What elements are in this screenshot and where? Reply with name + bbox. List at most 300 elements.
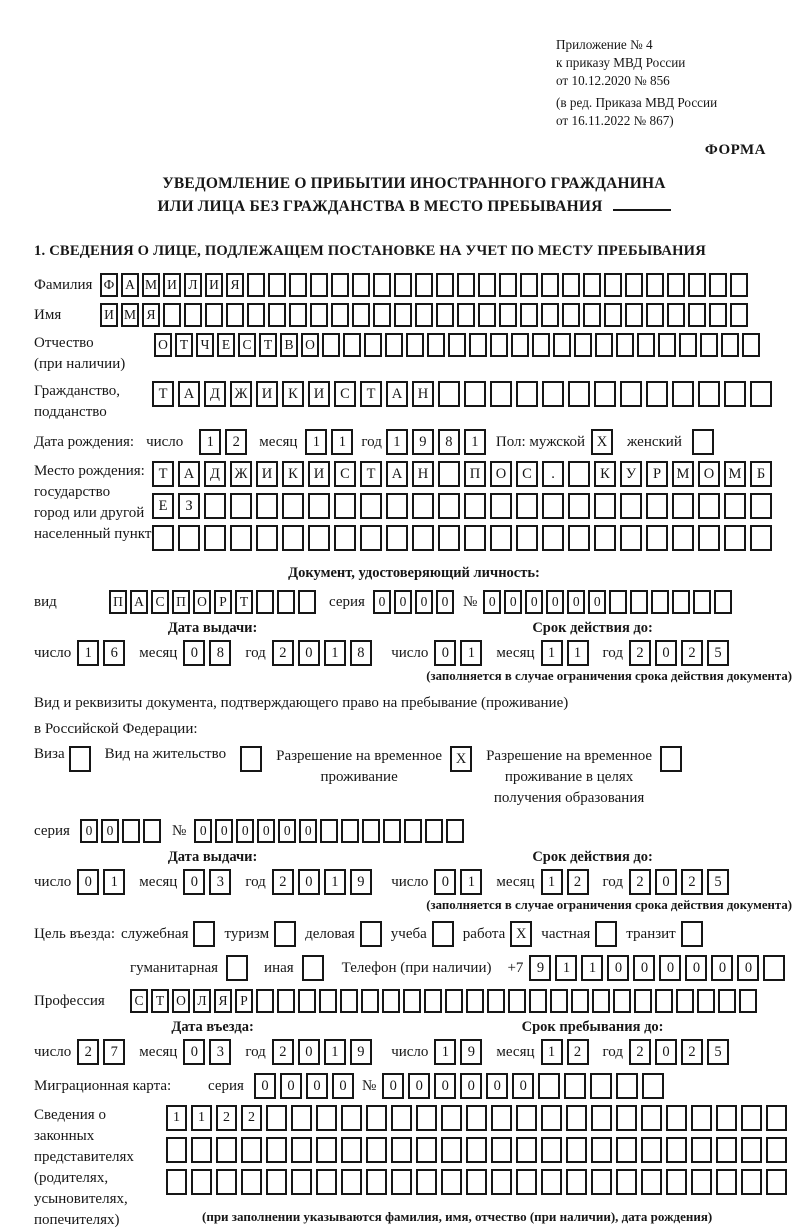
char-cell[interactable]: Н <box>412 461 434 487</box>
char-cell[interactable]: Т <box>151 989 169 1013</box>
char-cell[interactable] <box>700 333 718 357</box>
char-cell[interactable]: К <box>594 461 616 487</box>
char-cell[interactable]: 1 <box>460 869 482 895</box>
char-cell[interactable] <box>516 1105 537 1131</box>
char-cell[interactable] <box>511 333 529 357</box>
char-cell[interactable]: 0 <box>298 869 320 895</box>
char-cell[interactable]: 1 <box>77 640 99 666</box>
char-cell[interactable] <box>672 381 694 407</box>
char-cell[interactable]: М <box>142 273 160 297</box>
char-cell[interactable]: 1 <box>555 955 577 981</box>
char-cell[interactable] <box>446 819 464 843</box>
char-cell[interactable]: Я <box>226 273 244 297</box>
char-cell[interactable]: Р <box>235 989 253 1013</box>
char-cell[interactable]: 0 <box>434 869 456 895</box>
char-cell[interactable] <box>637 333 655 357</box>
char-cell[interactable]: 0 <box>298 640 320 666</box>
char-cell[interactable] <box>520 303 538 327</box>
char-cell[interactable] <box>591 1137 612 1163</box>
char-cell[interactable] <box>516 493 538 519</box>
char-cell[interactable]: 0 <box>655 869 677 895</box>
char-cell[interactable] <box>466 1169 487 1195</box>
char-cell[interactable]: 0 <box>737 955 759 981</box>
char-cell[interactable] <box>441 1169 462 1195</box>
residence-permit-checkbox[interactable] <box>240 746 262 772</box>
char-cell[interactable]: 0 <box>77 869 99 895</box>
char-cell[interactable] <box>256 493 278 519</box>
char-cell[interactable] <box>594 381 616 407</box>
char-cell[interactable]: Т <box>360 461 382 487</box>
char-cell[interactable]: П <box>172 590 190 614</box>
char-cell[interactable]: Т <box>152 461 174 487</box>
char-cell[interactable]: 2 <box>272 1039 294 1065</box>
char-cell[interactable]: А <box>130 590 148 614</box>
char-cell[interactable] <box>688 303 706 327</box>
char-cell[interactable] <box>620 381 642 407</box>
char-cell[interactable] <box>721 333 739 357</box>
char-cell[interactable]: 7 <box>103 1039 125 1065</box>
char-cell[interactable]: Р <box>646 461 668 487</box>
char-cell[interactable] <box>646 493 668 519</box>
char-cell[interactable] <box>466 1137 487 1163</box>
char-cell[interactable] <box>424 989 442 1013</box>
char-cell[interactable] <box>716 1169 737 1195</box>
char-cell[interactable]: Р <box>214 590 232 614</box>
char-cell[interactable]: 9 <box>412 429 434 455</box>
char-cell[interactable] <box>672 590 690 614</box>
char-cell[interactable] <box>620 493 642 519</box>
char-cell[interactable]: 0 <box>607 955 629 981</box>
char-cell[interactable] <box>562 303 580 327</box>
char-cell[interactable]: 1 <box>464 429 486 455</box>
char-cell[interactable] <box>464 493 486 519</box>
char-cell[interactable] <box>310 273 328 297</box>
char-cell[interactable] <box>277 989 295 1013</box>
char-cell[interactable] <box>386 525 408 551</box>
char-cell[interactable] <box>641 1105 662 1131</box>
char-cell[interactable] <box>516 1137 537 1163</box>
char-cell[interactable]: Е <box>152 493 174 519</box>
char-cell[interactable] <box>457 303 475 327</box>
purpose-checkbox-tranzit[interactable] <box>681 921 703 947</box>
char-cell[interactable] <box>334 493 356 519</box>
char-cell[interactable] <box>391 1137 412 1163</box>
char-cell[interactable] <box>591 1169 612 1195</box>
char-cell[interactable] <box>616 1137 637 1163</box>
char-cell[interactable]: Т <box>175 333 193 357</box>
char-cell[interactable] <box>541 1169 562 1195</box>
char-cell[interactable] <box>394 273 412 297</box>
char-cell[interactable]: 1 <box>324 1039 346 1065</box>
char-cell[interactable] <box>529 989 547 1013</box>
char-cell[interactable]: И <box>163 273 181 297</box>
char-cell[interactable]: 2 <box>681 869 703 895</box>
char-cell[interactable] <box>362 819 380 843</box>
char-cell[interactable]: 8 <box>350 640 372 666</box>
char-cell[interactable] <box>499 303 517 327</box>
char-cell[interactable]: 0 <box>298 1039 320 1065</box>
char-cell[interactable]: А <box>121 273 139 297</box>
char-cell[interactable] <box>655 989 673 1013</box>
char-cell[interactable] <box>266 1137 287 1163</box>
char-cell[interactable]: И <box>256 461 278 487</box>
char-cell[interactable] <box>241 1169 262 1195</box>
char-cell[interactable] <box>291 1137 312 1163</box>
char-cell[interactable]: 0 <box>101 819 119 843</box>
char-cell[interactable] <box>568 381 590 407</box>
char-cell[interactable] <box>616 1073 638 1099</box>
char-cell[interactable]: Д <box>204 461 226 487</box>
char-cell[interactable] <box>594 525 616 551</box>
char-cell[interactable] <box>394 303 412 327</box>
char-cell[interactable]: 2 <box>216 1105 237 1131</box>
char-cell[interactable] <box>204 493 226 519</box>
char-cell[interactable] <box>667 303 685 327</box>
char-cell[interactable] <box>316 1169 337 1195</box>
char-cell[interactable] <box>416 1105 437 1131</box>
char-cell[interactable] <box>415 303 433 327</box>
char-cell[interactable]: О <box>301 333 319 357</box>
char-cell[interactable]: 0 <box>306 1073 328 1099</box>
char-cell[interactable]: 0 <box>655 1039 677 1065</box>
purpose-checkbox-chastnaya[interactable] <box>595 921 617 947</box>
char-cell[interactable]: С <box>334 381 356 407</box>
char-cell[interactable] <box>143 819 161 843</box>
char-cell[interactable]: П <box>464 461 486 487</box>
char-cell[interactable]: 3 <box>209 1039 231 1065</box>
char-cell[interactable] <box>566 1137 587 1163</box>
char-cell[interactable] <box>666 1105 687 1131</box>
char-cell[interactable]: О <box>698 461 720 487</box>
char-cell[interactable] <box>382 989 400 1013</box>
char-cell[interactable]: Ч <box>196 333 214 357</box>
char-cell[interactable] <box>750 493 772 519</box>
char-cell[interactable] <box>724 493 746 519</box>
char-cell[interactable] <box>268 303 286 327</box>
char-cell[interactable]: Т <box>235 590 253 614</box>
char-cell[interactable]: Т <box>152 381 174 407</box>
char-cell[interactable]: А <box>178 461 200 487</box>
char-cell[interactable] <box>676 989 694 1013</box>
char-cell[interactable] <box>541 1137 562 1163</box>
char-cell[interactable] <box>562 273 580 297</box>
char-cell[interactable] <box>383 819 401 843</box>
char-cell[interactable]: 0 <box>415 590 433 614</box>
char-cell[interactable] <box>646 303 664 327</box>
char-cell[interactable]: З <box>178 493 200 519</box>
char-cell[interactable] <box>341 819 359 843</box>
char-cell[interactable] <box>241 1137 262 1163</box>
char-cell[interactable]: 0 <box>183 1039 205 1065</box>
char-cell[interactable] <box>697 989 715 1013</box>
char-cell[interactable] <box>373 273 391 297</box>
char-cell[interactable]: 0 <box>80 819 98 843</box>
char-cell[interactable] <box>268 273 286 297</box>
char-cell[interactable] <box>464 381 486 407</box>
char-cell[interactable] <box>741 1137 762 1163</box>
char-cell[interactable]: Ж <box>230 381 252 407</box>
purpose-checkbox-ucheba[interactable] <box>432 921 454 947</box>
char-cell[interactable]: 0 <box>512 1073 534 1099</box>
char-cell[interactable] <box>604 303 622 327</box>
char-cell[interactable]: 2 <box>225 429 247 455</box>
temp-residence-checkbox[interactable]: X <box>450 746 472 772</box>
char-cell[interactable] <box>256 590 274 614</box>
char-cell[interactable]: 0 <box>254 1073 276 1099</box>
char-cell[interactable]: 1 <box>324 640 346 666</box>
char-cell[interactable] <box>646 525 668 551</box>
char-cell[interactable]: И <box>308 461 330 487</box>
char-cell[interactable] <box>651 590 669 614</box>
char-cell[interactable]: 0 <box>546 590 564 614</box>
char-cell[interactable] <box>403 989 421 1013</box>
char-cell[interactable]: 0 <box>711 955 733 981</box>
char-cell[interactable]: 0 <box>183 869 205 895</box>
char-cell[interactable]: 1 <box>460 640 482 666</box>
char-cell[interactable] <box>334 525 356 551</box>
char-cell[interactable]: 0 <box>588 590 606 614</box>
char-cell[interactable] <box>516 525 538 551</box>
char-cell[interactable]: 0 <box>434 1073 456 1099</box>
char-cell[interactable] <box>642 1073 664 1099</box>
char-cell[interactable]: И <box>205 273 223 297</box>
char-cell[interactable]: 2 <box>567 1039 589 1065</box>
char-cell[interactable] <box>750 525 772 551</box>
sex-male-checkbox[interactable]: X <box>591 429 613 455</box>
char-cell[interactable] <box>714 590 732 614</box>
char-cell[interactable] <box>571 989 589 1013</box>
char-cell[interactable] <box>658 333 676 357</box>
char-cell[interactable] <box>445 989 463 1013</box>
char-cell[interactable] <box>666 1169 687 1195</box>
char-cell[interactable]: Я <box>142 303 160 327</box>
char-cell[interactable] <box>204 525 226 551</box>
char-cell[interactable] <box>541 303 559 327</box>
char-cell[interactable] <box>298 989 316 1013</box>
char-cell[interactable]: Л <box>184 273 202 297</box>
char-cell[interactable] <box>441 1105 462 1131</box>
char-cell[interactable]: М <box>724 461 746 487</box>
char-cell[interactable] <box>609 590 627 614</box>
char-cell[interactable] <box>698 381 720 407</box>
char-cell[interactable] <box>184 303 202 327</box>
char-cell[interactable] <box>247 273 265 297</box>
char-cell[interactable] <box>352 273 370 297</box>
char-cell[interactable] <box>553 333 571 357</box>
char-cell[interactable]: Ф <box>100 273 118 297</box>
char-cell[interactable] <box>538 1073 560 1099</box>
char-cell[interactable] <box>666 1137 687 1163</box>
char-cell[interactable] <box>364 333 382 357</box>
char-cell[interactable] <box>412 493 434 519</box>
char-cell[interactable]: П <box>109 590 127 614</box>
char-cell[interactable] <box>620 525 642 551</box>
edu-residence-checkbox[interactable] <box>660 746 682 772</box>
char-cell[interactable] <box>641 1137 662 1163</box>
char-cell[interactable]: А <box>386 461 408 487</box>
char-cell[interactable] <box>490 381 512 407</box>
char-cell[interactable] <box>541 273 559 297</box>
char-cell[interactable] <box>256 525 278 551</box>
char-cell[interactable]: 0 <box>299 819 317 843</box>
char-cell[interactable] <box>730 303 748 327</box>
char-cell[interactable] <box>266 1105 287 1131</box>
char-cell[interactable]: 0 <box>382 1073 404 1099</box>
char-cell[interactable]: 2 <box>567 869 589 895</box>
char-cell[interactable] <box>352 303 370 327</box>
char-cell[interactable]: 1 <box>386 429 408 455</box>
char-cell[interactable] <box>568 525 590 551</box>
char-cell[interactable]: 0 <box>408 1073 430 1099</box>
char-cell[interactable]: Д <box>204 381 226 407</box>
char-cell[interactable] <box>341 1169 362 1195</box>
char-cell[interactable]: Т <box>259 333 277 357</box>
char-cell[interactable]: 2 <box>629 640 651 666</box>
char-cell[interactable] <box>415 273 433 297</box>
char-cell[interactable] <box>391 1169 412 1195</box>
char-cell[interactable] <box>550 989 568 1013</box>
char-cell[interactable] <box>404 819 422 843</box>
char-cell[interactable]: 1 <box>434 1039 456 1065</box>
char-cell[interactable]: 0 <box>633 955 655 981</box>
char-cell[interactable] <box>361 989 379 1013</box>
char-cell[interactable] <box>385 333 403 357</box>
purpose-checkbox-sluzhebnaya[interactable] <box>193 921 215 947</box>
char-cell[interactable] <box>716 1105 737 1131</box>
char-cell[interactable]: 0 <box>394 590 412 614</box>
char-cell[interactable]: 9 <box>529 955 551 981</box>
char-cell[interactable] <box>532 333 550 357</box>
char-cell[interactable] <box>438 461 460 487</box>
char-cell[interactable] <box>613 989 631 1013</box>
char-cell[interactable] <box>466 989 484 1013</box>
char-cell[interactable]: И <box>256 381 278 407</box>
char-cell[interactable]: 1 <box>541 869 563 895</box>
char-cell[interactable] <box>438 381 460 407</box>
char-cell[interactable] <box>320 819 338 843</box>
char-cell[interactable] <box>487 989 505 1013</box>
char-cell[interactable]: 2 <box>272 869 294 895</box>
char-cell[interactable]: С <box>334 461 356 487</box>
char-cell[interactable] <box>289 303 307 327</box>
char-cell[interactable] <box>499 273 517 297</box>
char-cell[interactable] <box>289 273 307 297</box>
char-cell[interactable] <box>688 273 706 297</box>
char-cell[interactable]: 1 <box>305 429 327 455</box>
char-cell[interactable]: 2 <box>681 1039 703 1065</box>
char-cell[interactable] <box>646 381 668 407</box>
char-cell[interactable] <box>698 493 720 519</box>
char-cell[interactable] <box>466 1105 487 1131</box>
char-cell[interactable]: 0 <box>504 590 522 614</box>
char-cell[interactable] <box>641 1169 662 1195</box>
char-cell[interactable] <box>216 1169 237 1195</box>
char-cell[interactable] <box>216 1137 237 1163</box>
char-cell[interactable] <box>590 1073 612 1099</box>
char-cell[interactable] <box>341 1105 362 1131</box>
char-cell[interactable]: 1 <box>581 955 603 981</box>
char-cell[interactable] <box>230 525 252 551</box>
char-cell[interactable]: 2 <box>272 640 294 666</box>
char-cell[interactable]: 0 <box>436 590 454 614</box>
char-cell[interactable]: 5 <box>707 1039 729 1065</box>
char-cell[interactable] <box>594 493 616 519</box>
char-cell[interactable]: 9 <box>460 1039 482 1065</box>
char-cell[interactable] <box>616 1169 637 1195</box>
char-cell[interactable]: К <box>282 381 304 407</box>
char-cell[interactable] <box>691 1137 712 1163</box>
char-cell[interactable]: 0 <box>183 640 205 666</box>
char-cell[interactable] <box>316 1105 337 1131</box>
char-cell[interactable] <box>291 1105 312 1131</box>
char-cell[interactable]: С <box>130 989 148 1013</box>
char-cell[interactable] <box>716 1137 737 1163</box>
char-cell[interactable]: И <box>308 381 330 407</box>
char-cell[interactable] <box>739 989 757 1013</box>
char-cell[interactable]: 0 <box>280 1073 302 1099</box>
char-cell[interactable] <box>491 1105 512 1131</box>
char-cell[interactable] <box>478 303 496 327</box>
char-cell[interactable]: У <box>620 461 642 487</box>
char-cell[interactable] <box>541 1105 562 1131</box>
char-cell[interactable] <box>490 493 512 519</box>
char-cell[interactable] <box>508 989 526 1013</box>
char-cell[interactable] <box>322 333 340 357</box>
char-cell[interactable]: 9 <box>350 869 372 895</box>
char-cell[interactable]: 0 <box>659 955 681 981</box>
char-cell[interactable]: Я <box>214 989 232 1013</box>
char-cell[interactable]: 1 <box>331 429 353 455</box>
char-cell[interactable] <box>583 273 601 297</box>
char-cell[interactable]: Е <box>217 333 235 357</box>
char-cell[interactable]: 3 <box>209 869 231 895</box>
char-cell[interactable] <box>343 333 361 357</box>
purpose-checkbox-rabota[interactable]: X <box>510 921 532 947</box>
char-cell[interactable] <box>366 1137 387 1163</box>
char-cell[interactable]: А <box>178 381 200 407</box>
char-cell[interactable] <box>247 303 265 327</box>
char-cell[interactable] <box>625 273 643 297</box>
char-cell[interactable] <box>542 381 564 407</box>
char-cell[interactable] <box>709 303 727 327</box>
char-cell[interactable]: 1 <box>166 1105 187 1131</box>
char-cell[interactable] <box>230 493 252 519</box>
char-cell[interactable]: 2 <box>241 1105 262 1131</box>
char-cell[interactable]: И <box>100 303 118 327</box>
char-cell[interactable] <box>679 333 697 357</box>
char-cell[interactable]: М <box>672 461 694 487</box>
char-cell[interactable]: Т <box>360 381 382 407</box>
char-cell[interactable] <box>427 333 445 357</box>
char-cell[interactable] <box>436 273 454 297</box>
char-cell[interactable] <box>724 525 746 551</box>
char-cell[interactable]: О <box>154 333 172 357</box>
char-cell[interactable] <box>308 525 330 551</box>
char-cell[interactable] <box>478 273 496 297</box>
char-cell[interactable]: Ж <box>230 461 252 487</box>
char-cell[interactable]: 6 <box>103 640 125 666</box>
char-cell[interactable] <box>464 525 486 551</box>
char-cell[interactable] <box>441 1137 462 1163</box>
char-cell[interactable] <box>672 525 694 551</box>
char-cell[interactable]: 0 <box>685 955 707 981</box>
char-cell[interactable] <box>319 989 337 1013</box>
char-cell[interactable] <box>616 1105 637 1131</box>
char-cell[interactable] <box>542 493 564 519</box>
char-cell[interactable]: 0 <box>434 640 456 666</box>
char-cell[interactable]: 0 <box>655 640 677 666</box>
char-cell[interactable]: 9 <box>350 1039 372 1065</box>
